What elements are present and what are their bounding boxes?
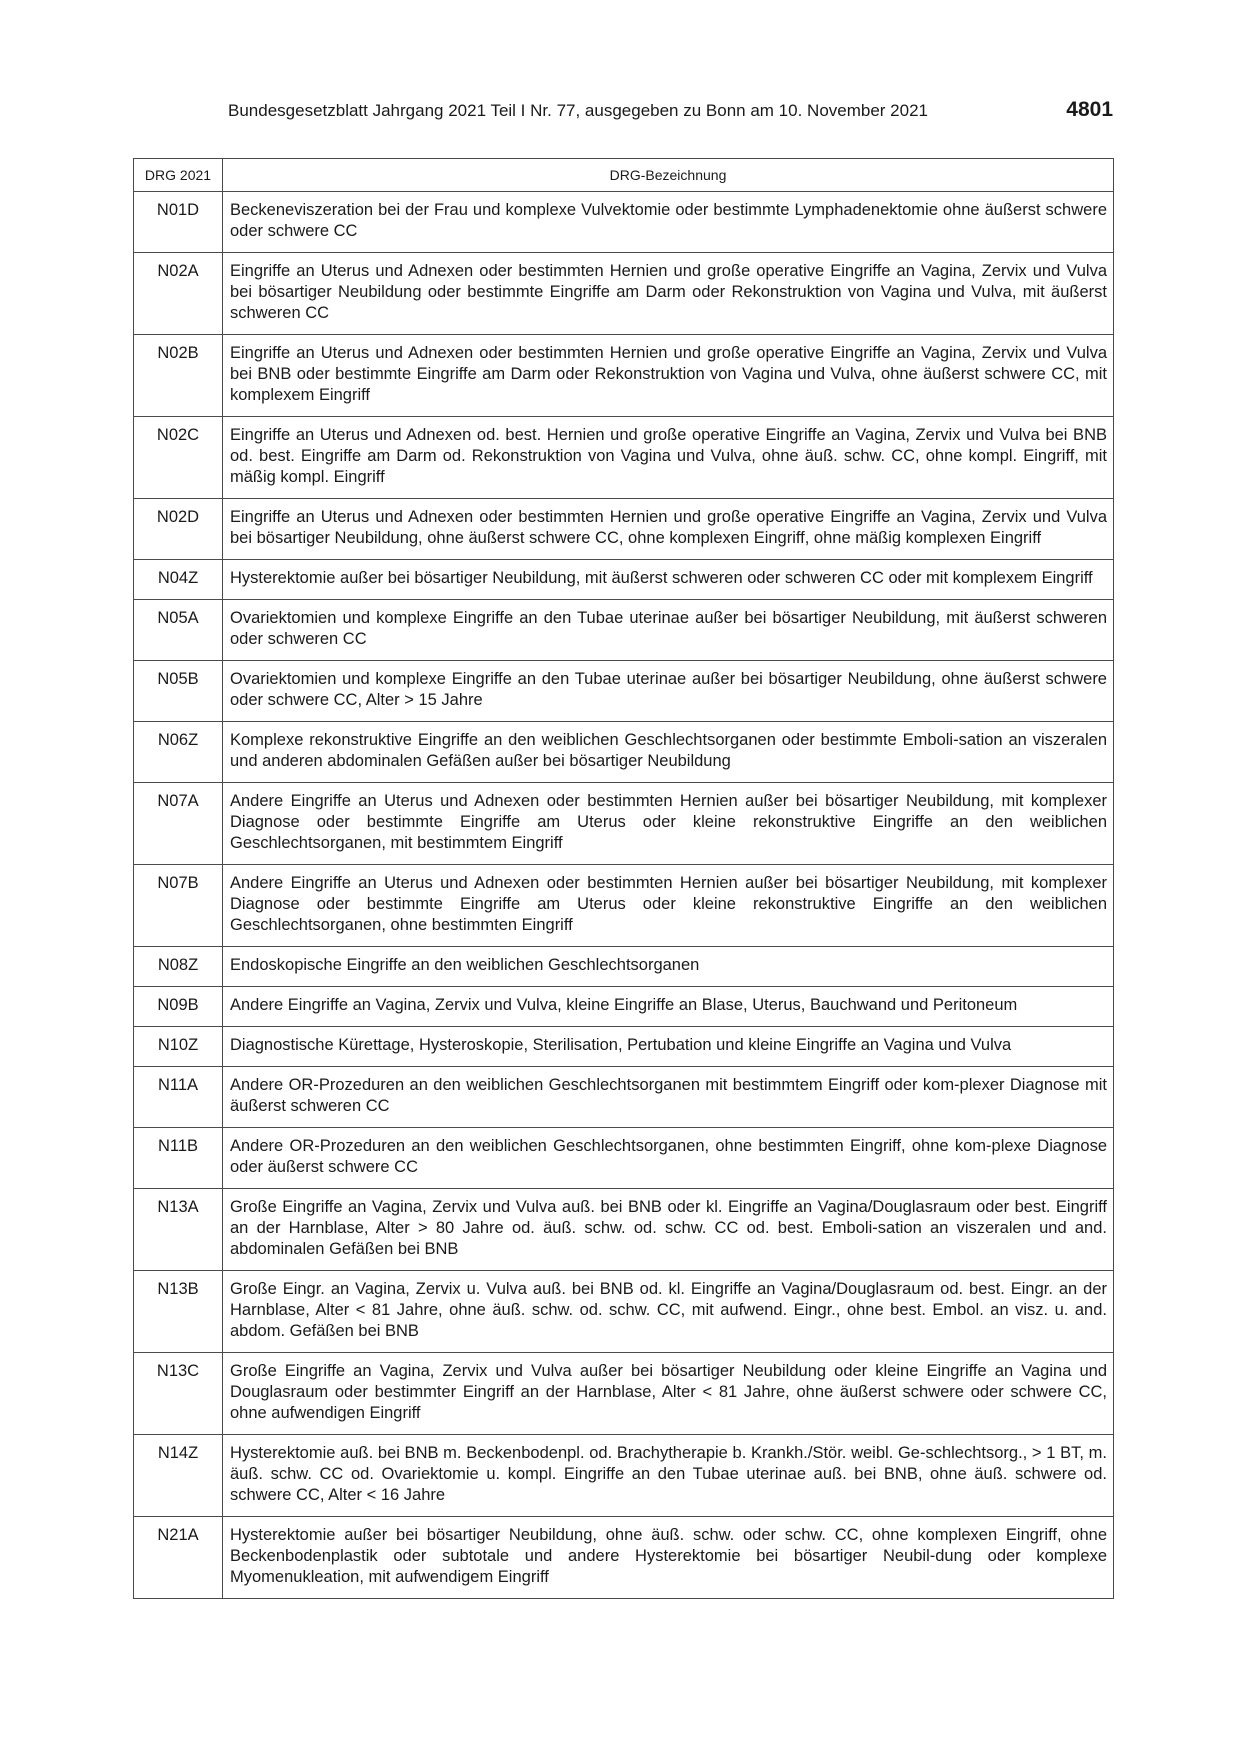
drg-description: Hysterektomie außer bei bösartiger Neubildung, ohne äuß. schw. oder schw. CC, ohne komplexen Eingriff, ohne Beckenbodenplastik oder subtotale und andere Hysterektomie bei bösartiger Neubil-dung oder komplexe Myomenukleation, mit aufwendigem Eingriff bbox=[223, 1517, 1114, 1599]
drg-code: N10Z bbox=[134, 1027, 223, 1067]
drg-description: Komplexe rekonstruktive Eingriffe an den weiblichen Geschlechtsorganen oder bestimmte Emboli-sation an viszeralen und anderen abdominalen Gefäßen außer bei bösartiger Neubildung bbox=[223, 722, 1114, 783]
table-row bbox=[134, 253, 1114, 335]
table-row bbox=[134, 499, 1114, 560]
drg-code: N08Z bbox=[134, 947, 223, 987]
table-row bbox=[134, 722, 1114, 783]
table-row bbox=[134, 1189, 1114, 1271]
drg-table bbox=[133, 158, 1114, 1599]
drg-description: Hysterektomie auß. bei BNB m. Beckenbodenpl. od. Brachytherapie b. Krankh./Stör. weibl. Ge-schlechtsorg., > 1 BT, m. äuß. schw. CC od. Ovariektomie u. kompl. Eingriffe an den Tubae uterinae auß. bei BNB, ohne äuß. schwere od. schwere CC, Alter < 16 Jahre bbox=[223, 1435, 1114, 1517]
drg-code: N05A bbox=[134, 600, 223, 661]
table-row bbox=[134, 1271, 1114, 1353]
table-row bbox=[134, 947, 1114, 987]
drg-description: Endoskopische Eingriffe an den weiblichen Geschlechtsorganen bbox=[223, 947, 1114, 987]
column-header-code: DRG 2021 bbox=[134, 159, 223, 192]
drg-code: N14Z bbox=[134, 1435, 223, 1517]
drg-description: Eingriffe an Uterus und Adnexen oder bestimmten Hernien und große operative Eingriffe an Vagina, Zervix und Vulva bei bösartiger Neubildung oder bestimmte Eingriffe am Darm oder Rekonstruktion von Vagina und Vulva, mit äußerst schweren CC bbox=[223, 253, 1114, 335]
drg-code: N06Z bbox=[134, 722, 223, 783]
drg-description: Ovariektomien und komplexe Eingriffe an den Tubae uterinae außer bei bösartiger Neubildung, ohne äußerst schwere oder schwere CC, Alter > 15 Jahre bbox=[223, 661, 1114, 722]
header-text: Bundesgesetzblatt Jahrgang 2021 Teil I Nr. 77, ausgegeben zu Bonn am 10. November 2021 bbox=[228, 101, 928, 120]
drg-code: N02A bbox=[134, 253, 223, 335]
drg-description: Andere OR-Prozeduren an den weiblichen Geschlechtsorganen, ohne bestimmten Eingriff, ohne kom-plexe Diagnose oder äußerst schwere CC bbox=[223, 1128, 1114, 1189]
drg-code: N05B bbox=[134, 661, 223, 722]
drg-code: N11A bbox=[134, 1067, 223, 1128]
drg-code: N09B bbox=[134, 987, 223, 1027]
drg-code: N01D bbox=[134, 192, 223, 253]
table-row bbox=[134, 661, 1114, 722]
drg-description: Große Eingr. an Vagina, Zervix u. Vulva auß. bei BNB od. kl. Eingriffe an Vagina/Douglasraum od. best. Eingr. an der Harnblase, Alter < 81 Jahre, ohne äuß. schw. od. schw. CC, mit aufwend. Eingr., ohne best. Embol. an visz. u. and. abdom. Gefäßen bei BNB bbox=[223, 1271, 1114, 1353]
drg-description: Große Eingriffe an Vagina, Zervix und Vulva auß. bei BNB oder kl. Eingriffe an Vagina/Douglasraum oder best. Eingriff an der Harnblase, Alter > 80 Jahre od. äuß. schw. od. schw. CC od. best. Emboli-sation an viszeralen und and. abdominalen Gefäßen bei BNB bbox=[223, 1189, 1114, 1271]
drg-description: Beckeneviszeration bei der Frau und komplexe Vulvektomie oder bestimmte Lymphadenektomie ohne äußerst schwere oder schwere CC bbox=[223, 192, 1114, 253]
table-row bbox=[134, 335, 1114, 417]
table-header-row bbox=[134, 159, 1114, 192]
drg-code: N07A bbox=[134, 783, 223, 865]
drg-description: Andere Eingriffe an Vagina, Zervix und Vulva, kleine Eingriffe an Blase, Uterus, Bauchwand und Peritoneum bbox=[223, 987, 1114, 1027]
drg-description: Andere Eingriffe an Uterus und Adnexen oder bestimmten Hernien außer bei bösartiger Neubildung, mit komplexer Diagnose oder bestimmte Eingriffe am Uterus oder kleine rekonstruktive Eingriffe an den weiblichen Geschlechtsorganen, mit bestimmtem Eingriff bbox=[223, 783, 1114, 865]
drg-description: Andere Eingriffe an Uterus und Adnexen oder bestimmten Hernien außer bei bösartiger Neubildung, mit komplexer Diagnose oder bestimmte Eingriffe am Uterus oder kleine rekonstruktive Eingriffe an den weiblichen Geschlechtsorganen, ohne bestimmten Eingriff bbox=[223, 865, 1114, 947]
table-row bbox=[134, 600, 1114, 661]
table-row bbox=[134, 560, 1114, 600]
drg-code: N02C bbox=[134, 417, 223, 499]
drg-description: Eingriffe an Uterus und Adnexen oder bestimmten Hernien und große operative Eingriffe an Vagina, Zervix und Vulva bei BNB oder bestimmte Eingriffe am Darm oder Rekonstruktion von Vagina und Vulva, ohne äußerst schwere CC, mit komplexem Eingriff bbox=[223, 335, 1114, 417]
drg-code: N13B bbox=[134, 1271, 223, 1353]
table-row bbox=[134, 192, 1114, 253]
table-row bbox=[134, 1353, 1114, 1435]
table-row bbox=[134, 865, 1114, 947]
table-row bbox=[134, 987, 1114, 1027]
table-row bbox=[134, 1027, 1114, 1067]
page-header bbox=[228, 100, 1113, 130]
drg-code: N02B bbox=[134, 335, 223, 417]
table-row bbox=[134, 1435, 1114, 1517]
drg-description: Diagnostische Kürettage, Hysteroskopie, Sterilisation, Pertubation und kleine Eingriffe an Vagina und Vulva bbox=[223, 1027, 1114, 1067]
table-row bbox=[134, 1517, 1114, 1599]
drg-description: Hysterektomie außer bei bösartiger Neubildung, mit äußerst schweren oder schweren CC oder mit komplexem Eingriff bbox=[223, 560, 1114, 600]
page-number: 4801 bbox=[1066, 98, 1113, 121]
table-row bbox=[134, 783, 1114, 865]
drg-description: Eingriffe an Uterus und Adnexen od. best. Hernien und große operative Eingriffe an Vagina, Zervix und Vulva bei BNB od. best. Eingriffe am Darm od. Rekonstruktion von Vagina und Vulva, ohne äuß. schw. CC, ohne kompl. Eingriff, mit mäßig kompl. Eingriff bbox=[223, 417, 1114, 499]
table-row bbox=[134, 417, 1114, 499]
drg-code: N11B bbox=[134, 1128, 223, 1189]
drg-description: Andere OR-Prozeduren an den weiblichen Geschlechtsorganen mit bestimmtem Eingriff oder kom-plexer Diagnose mit äußerst schweren CC bbox=[223, 1067, 1114, 1128]
drg-code: N13C bbox=[134, 1353, 223, 1435]
table-row bbox=[134, 1067, 1114, 1128]
drg-description: Eingriffe an Uterus und Adnexen oder bestimmten Hernien und große operative Eingriffe an Vagina, Zervix und Vulva bei bösartiger Neubildung, ohne äußerst schwere CC, ohne komplexen Eingriff, ohne mäßig komplexen Eingriff bbox=[223, 499, 1114, 560]
drg-description: Große Eingriffe an Vagina, Zervix und Vulva außer bei bösartiger Neubildung oder kleine Eingriffe an Vagina und Douglasraum oder bestimmter Eingriff an der Harnblase, Alter < 81 Jahre, ohne äußerst schwere oder schwere CC, ohne aufwendigen Eingriff bbox=[223, 1353, 1114, 1435]
drg-code: N07B bbox=[134, 865, 223, 947]
drg-code: N02D bbox=[134, 499, 223, 560]
table-row bbox=[134, 1128, 1114, 1189]
column-header-description: DRG-Bezeichnung bbox=[223, 159, 1114, 192]
drg-code: N21A bbox=[134, 1517, 223, 1599]
drg-description: Ovariektomien und komplexe Eingriffe an den Tubae uterinae außer bei bösartiger Neubildung, mit äußerst schweren oder schweren CC bbox=[223, 600, 1114, 661]
drg-code: N04Z bbox=[134, 560, 223, 600]
drg-code: N13A bbox=[134, 1189, 223, 1271]
